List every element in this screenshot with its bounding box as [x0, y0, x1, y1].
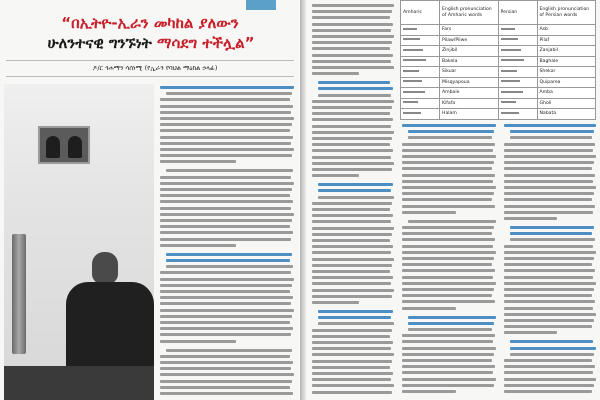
question-line-placeholder: [318, 310, 393, 313]
text-line-placeholder: [312, 295, 392, 298]
text-line-placeholder: [504, 180, 593, 183]
text-line-placeholder: [160, 290, 290, 293]
unreadable-script-placeholder: [501, 59, 524, 61]
text-line-placeholder: [160, 142, 291, 145]
vocab-cell: Zanjabil: [537, 46, 596, 57]
vocab-cell: [498, 88, 537, 99]
text-line-placeholder: [402, 365, 495, 368]
text-line-placeholder: [318, 94, 391, 97]
vocab-cell: Kifafa: [440, 98, 499, 109]
text-line-placeholder: [402, 257, 494, 260]
text-line-placeholder: [166, 92, 292, 95]
vocab-cell: [401, 56, 440, 67]
text-line-placeholder: [160, 200, 293, 203]
text-line-placeholder: [402, 340, 493, 343]
text-line-placeholder: [312, 156, 391, 159]
text-line-placeholder: [166, 169, 293, 172]
vocab-header-amharic: Amharic: [401, 1, 440, 25]
text-line-placeholder: [312, 162, 394, 165]
unreadable-script-placeholder: [403, 70, 419, 72]
section-tab-marker: [246, 0, 276, 10]
text-line-placeholder: [160, 296, 293, 299]
headline-line-1: “በኢትዮ-ኢራን መካከል ያለውን: [61, 14, 239, 32]
vocab-cell: [498, 35, 537, 46]
text-line-placeholder: [504, 245, 593, 248]
vocab-cell: Fars: [440, 25, 499, 36]
headline-line-2-red: ማሳደግ ተችሏል”: [157, 34, 255, 52]
text-line-placeholder: [402, 167, 492, 170]
text-line-placeholder: [312, 282, 391, 285]
question-line-placeholder: [166, 259, 290, 262]
text-line-placeholder: [160, 225, 290, 228]
vocab-cell: [401, 88, 440, 99]
text-line-placeholder: [504, 300, 595, 303]
text-line-placeholder: [312, 378, 391, 381]
text-line-placeholder: [504, 263, 592, 266]
text-line-placeholder: [160, 271, 291, 274]
text-line-placeholder: [160, 188, 292, 191]
text-line-placeholder: [402, 180, 493, 183]
vocab-cell: Misqyapoua: [440, 77, 499, 88]
text-line-placeholder: [160, 194, 290, 197]
text-line-placeholder: [160, 176, 291, 179]
text-line-placeholder: [504, 155, 596, 158]
text-line-placeholder: [504, 269, 595, 272]
text-line-placeholder: [504, 307, 593, 310]
text-line-placeholder: [504, 149, 593, 152]
text-line-placeholder: [504, 211, 593, 214]
vocab-cell: Bakela: [440, 56, 499, 67]
text-line-placeholder: [160, 244, 236, 247]
unreadable-script-placeholder: [501, 101, 516, 103]
text-line-placeholder: [504, 198, 592, 201]
vocab-row: [401, 67, 596, 78]
text-line-placeholder: [504, 319, 594, 322]
question-line-placeholder: [408, 130, 494, 133]
question-line-placeholder: [408, 316, 496, 319]
vocab-cell: [498, 56, 537, 67]
vocab-cell: Shekar: [537, 67, 596, 78]
text-line-placeholder: [312, 10, 392, 13]
text-line-placeholder: [312, 54, 393, 57]
text-line-placeholder: [402, 232, 492, 235]
vocab-cell: Zinjibil: [440, 46, 499, 57]
text-line-placeholder: [160, 123, 292, 126]
text-line-placeholder: [402, 276, 493, 279]
text-line-placeholder: [312, 131, 394, 134]
vocab-cell: [401, 35, 440, 46]
text-line-placeholder: [504, 378, 596, 381]
unreadable-script-placeholder: [403, 112, 421, 114]
text-line-placeholder: [160, 392, 293, 395]
text-line-placeholder: [402, 353, 494, 356]
text-line-placeholder: [402, 205, 495, 208]
text-line-placeholder: [402, 251, 496, 254]
byline-rule-top: [6, 60, 294, 61]
vocab-header-persian-pron: English pronunciation of Persian words: [537, 1, 596, 25]
vocab-cell: Halam: [440, 109, 499, 120]
text-line-placeholder: [504, 359, 592, 362]
text-line-placeholder: [312, 258, 394, 261]
text-line-placeholder: [312, 360, 392, 363]
text-line-placeholder: [402, 347, 496, 350]
text-line-placeholder: [312, 391, 392, 394]
text-line-placeholder: [312, 125, 391, 128]
text-line-placeholder: [160, 315, 292, 318]
vocab-cell: [498, 98, 537, 109]
text-line-placeholder: [160, 355, 290, 358]
vocab-cell: [401, 109, 440, 120]
vocab-cell: [498, 25, 537, 36]
text-line-placeholder: [402, 186, 496, 189]
text-line-placeholder: [160, 309, 294, 312]
text-line-placeholder: [312, 214, 393, 217]
unreadable-script-placeholder: [501, 49, 521, 51]
question-line-placeholder: [510, 130, 594, 133]
text-line-placeholder: [312, 72, 359, 75]
text-line-placeholder: [312, 60, 391, 63]
text-line-placeholder: [312, 245, 393, 248]
vocab-cell: Ambaie: [440, 88, 499, 99]
text-line-placeholder: [312, 264, 392, 267]
text-line-placeholder: [160, 111, 291, 114]
unreadable-script-placeholder: [501, 91, 523, 93]
text-line-placeholder: [312, 174, 359, 177]
vocab-cell: Sikuar: [440, 67, 499, 78]
text-line-placeholder: [408, 136, 492, 139]
text-line-placeholder: [312, 100, 394, 103]
vocab-header-persian: Persian: [498, 1, 537, 25]
text-line-placeholder: [160, 207, 291, 210]
question-line-placeholder: [318, 183, 393, 186]
text-line-placeholder: [160, 105, 293, 108]
text-line-placeholder: [504, 294, 592, 297]
text-line-placeholder: [312, 270, 390, 273]
text-line-placeholder: [510, 238, 595, 241]
text-line-placeholder: [402, 155, 496, 158]
unreadable-script-placeholder: [403, 101, 418, 103]
text-line-placeholder: [160, 213, 294, 216]
text-line-placeholder: [504, 205, 595, 208]
text-line-placeholder: [504, 313, 596, 316]
text-line-placeholder: [504, 288, 594, 291]
question-line-placeholder: [510, 226, 594, 229]
text-line-placeholder: [160, 284, 292, 287]
question-line-placeholder: [510, 347, 596, 350]
text-line-placeholder: [402, 384, 494, 387]
vocabulary-table: [400, 0, 596, 120]
vocab-cell: [401, 46, 440, 57]
text-line-placeholder: [160, 278, 294, 281]
unreadable-script-placeholder: [501, 70, 517, 72]
vocab-row: [401, 88, 596, 99]
question-line-placeholder: [408, 322, 494, 325]
text-line-placeholder: [312, 137, 392, 140]
unreadable-script-placeholder: [403, 28, 417, 30]
byline-rule-bottom: [6, 76, 294, 77]
question-line-placeholder: [318, 87, 393, 90]
desk: [4, 366, 154, 400]
text-line-placeholder: [408, 220, 496, 223]
vocab-cell: [498, 67, 537, 78]
right-page-text-column-1: [310, 2, 396, 400]
text-line-placeholder: [312, 347, 391, 350]
text-line-placeholder: [318, 322, 394, 325]
text-line-placeholder: [160, 361, 293, 364]
text-line-placeholder: [504, 384, 594, 387]
headline-line-2-black: ሁለንተናዊ ግንኙነት: [47, 34, 158, 52]
vocab-row: [401, 46, 596, 57]
vocab-row: [401, 77, 596, 88]
text-line-placeholder: [402, 192, 494, 195]
text-line-placeholder: [312, 4, 394, 7]
unreadable-script-placeholder: [403, 91, 425, 93]
text-line-placeholder: [166, 265, 293, 268]
vocab-cell: [401, 77, 440, 88]
text-line-placeholder: [504, 371, 593, 374]
text-line-placeholder: [402, 161, 494, 164]
text-line-placeholder: [160, 380, 292, 383]
vocab-cell: Amba: [537, 88, 596, 99]
flag: [12, 234, 26, 354]
question-line-placeholder: [402, 124, 496, 127]
vocab-row: [401, 56, 596, 67]
vocab-cell: [498, 109, 537, 120]
text-line-placeholder: [312, 35, 394, 38]
text-line-placeholder: [312, 353, 394, 356]
vocab-cell: [401, 98, 440, 109]
text-line-placeholder: [312, 329, 392, 332]
question-line-placeholder: [318, 81, 390, 84]
text-line-placeholder: [312, 208, 390, 211]
right-page-text-column-3: [502, 122, 598, 400]
text-line-placeholder: [402, 288, 494, 291]
text-line-placeholder: [312, 29, 391, 32]
unreadable-script-placeholder: [501, 80, 520, 82]
text-line-placeholder: [312, 372, 393, 375]
text-line-placeholder: [312, 341, 393, 344]
vocab-row: [401, 109, 596, 120]
vocab-row: [401, 35, 596, 46]
text-line-placeholder: [160, 386, 290, 389]
text-line-placeholder: [402, 226, 494, 229]
question-line-placeholder: [510, 232, 592, 235]
text-line-placeholder: [504, 331, 557, 334]
text-line-placeholder: [402, 378, 496, 381]
text-line-placeholder: [160, 98, 290, 101]
text-line-placeholder: [160, 154, 292, 157]
text-line-placeholder: [160, 148, 294, 151]
text-line-placeholder: [160, 302, 291, 305]
text-line-placeholder: [402, 238, 495, 241]
text-line-placeholder: [160, 333, 291, 336]
text-line-placeholder: [402, 371, 493, 374]
vocab-cell: Nabata: [537, 109, 596, 120]
text-line-placeholder: [510, 136, 592, 139]
text-line-placeholder: [312, 23, 393, 26]
question-line-placeholder: [318, 316, 391, 319]
text-line-placeholder: [504, 161, 594, 164]
vocab-cell: Pilaw/Pilwe: [440, 35, 499, 46]
question-line-placeholder: [510, 340, 593, 343]
text-line-placeholder: [312, 301, 359, 304]
text-line-placeholder: [160, 219, 292, 222]
text-line-placeholder: [312, 47, 390, 50]
text-line-placeholder: [504, 390, 592, 393]
text-line-placeholder: [504, 257, 594, 260]
text-line-placeholder: [312, 233, 392, 236]
text-line-placeholder: [504, 217, 557, 220]
text-line-placeholder: [402, 334, 495, 337]
unreadable-script-placeholder: [501, 38, 518, 40]
unreadable-script-placeholder: [501, 28, 515, 30]
text-line-placeholder: [312, 16, 390, 19]
vocab-header-amharic-pron: English pronunciation of Amharic words: [440, 1, 499, 25]
byline: ዶ/ር ጎሐማን ሳሰነሚ (የኢራን የባህል ማዕከል ኃላፊ): [92, 64, 218, 72]
text-line-placeholder: [312, 384, 394, 387]
text-line-placeholder: [312, 168, 392, 171]
text-line-placeholder: [312, 227, 394, 230]
text-line-placeholder: [402, 282, 496, 285]
vocab-cell: Quiparea: [537, 77, 596, 88]
vocab-cell: Pilaf: [537, 35, 596, 46]
text-line-placeholder: [312, 143, 390, 146]
unreadable-script-placeholder: [403, 38, 420, 40]
text-line-placeholder: [312, 149, 393, 152]
text-line-placeholder: [312, 239, 390, 242]
vocab-header-row: [401, 1, 596, 25]
text-line-placeholder: [402, 294, 492, 297]
text-line-placeholder: [160, 238, 291, 241]
text-line-placeholder: [160, 136, 293, 139]
text-line-placeholder: [504, 167, 592, 170]
text-line-placeholder: [402, 149, 493, 152]
text-line-placeholder: [160, 117, 294, 120]
text-line-placeholder: [312, 202, 392, 205]
text-line-placeholder: [318, 196, 394, 199]
text-line-placeholder: [402, 245, 493, 248]
text-line-placeholder: [312, 106, 392, 109]
text-line-placeholder: [312, 112, 390, 115]
question-line-placeholder: [166, 253, 292, 256]
text-line-placeholder: [402, 143, 495, 146]
text-line-placeholder: [504, 186, 596, 189]
text-line-placeholder: [402, 211, 456, 214]
text-line-placeholder: [160, 182, 294, 185]
vocab-cell: Gholi: [537, 98, 596, 109]
text-line-placeholder: [166, 349, 292, 352]
text-line-placeholder: [504, 282, 596, 285]
text-line-placeholder: [160, 327, 293, 330]
unreadable-script-placeholder: [403, 59, 426, 61]
right-page-text-column-2: [400, 122, 498, 400]
right-page: [306, 0, 600, 400]
text-line-placeholder: [160, 231, 293, 234]
text-line-placeholder: [504, 365, 595, 368]
left-page-text-column: [158, 84, 296, 400]
vocab-cell: Asb: [537, 25, 596, 36]
text-line-placeholder: [160, 160, 236, 163]
unreadable-script-placeholder: [403, 80, 422, 82]
text-line-placeholder: [312, 289, 394, 292]
text-line-placeholder: [160, 340, 236, 343]
headline-line-2: [6, 34, 296, 52]
text-line-placeholder: [402, 307, 456, 310]
text-line-placeholder: [312, 366, 390, 369]
text-line-placeholder: [504, 143, 595, 146]
text-line-placeholder: [312, 66, 394, 69]
text-line-placeholder: [504, 174, 595, 177]
question-line-placeholder: [318, 189, 391, 192]
question-line-placeholder: [504, 124, 596, 127]
text-line-placeholder: [504, 192, 594, 195]
text-line-placeholder: [504, 325, 592, 328]
interview-photo: [4, 84, 154, 400]
vocab-row: [401, 25, 596, 36]
text-line-placeholder: [402, 359, 492, 362]
vocab-row: [401, 98, 596, 109]
text-line-placeholder: [312, 276, 393, 279]
text-line-placeholder: [402, 269, 495, 272]
text-line-placeholder: [312, 220, 391, 223]
text-line-placeholder: [160, 129, 290, 132]
text-line-placeholder: [312, 335, 390, 338]
text-line-placeholder: [510, 353, 594, 356]
text-line-placeholder: [160, 321, 290, 324]
text-line-placeholder: [504, 251, 596, 254]
vocab-body: [401, 25, 596, 120]
text-line-placeholder: [160, 367, 291, 370]
text-line-placeholder: [312, 251, 391, 254]
unreadable-script-placeholder: [501, 112, 519, 114]
text-line-placeholder: [402, 390, 456, 393]
text-line-placeholder: [312, 41, 392, 44]
text-line-placeholder: [504, 276, 593, 279]
vocab-cell: [498, 77, 537, 88]
text-line-placeholder: [402, 263, 492, 266]
vocab-cell: [401, 25, 440, 36]
text-line-placeholder: [160, 373, 294, 376]
text-line-placeholder: [402, 198, 492, 201]
person-head: [92, 252, 118, 284]
unreadable-script-placeholder: [403, 49, 423, 51]
text-line-placeholder: [312, 118, 393, 121]
vocab-cell: [498, 46, 537, 57]
text-line-placeholder: [402, 174, 495, 177]
vocab-cell: Baghale: [537, 56, 596, 67]
text-line-placeholder: [408, 328, 492, 331]
text-line-placeholder: [402, 300, 495, 303]
question-line-placeholder: [160, 86, 294, 89]
vocab-cell: [401, 67, 440, 78]
wall-portrait-frame: [38, 126, 90, 164]
